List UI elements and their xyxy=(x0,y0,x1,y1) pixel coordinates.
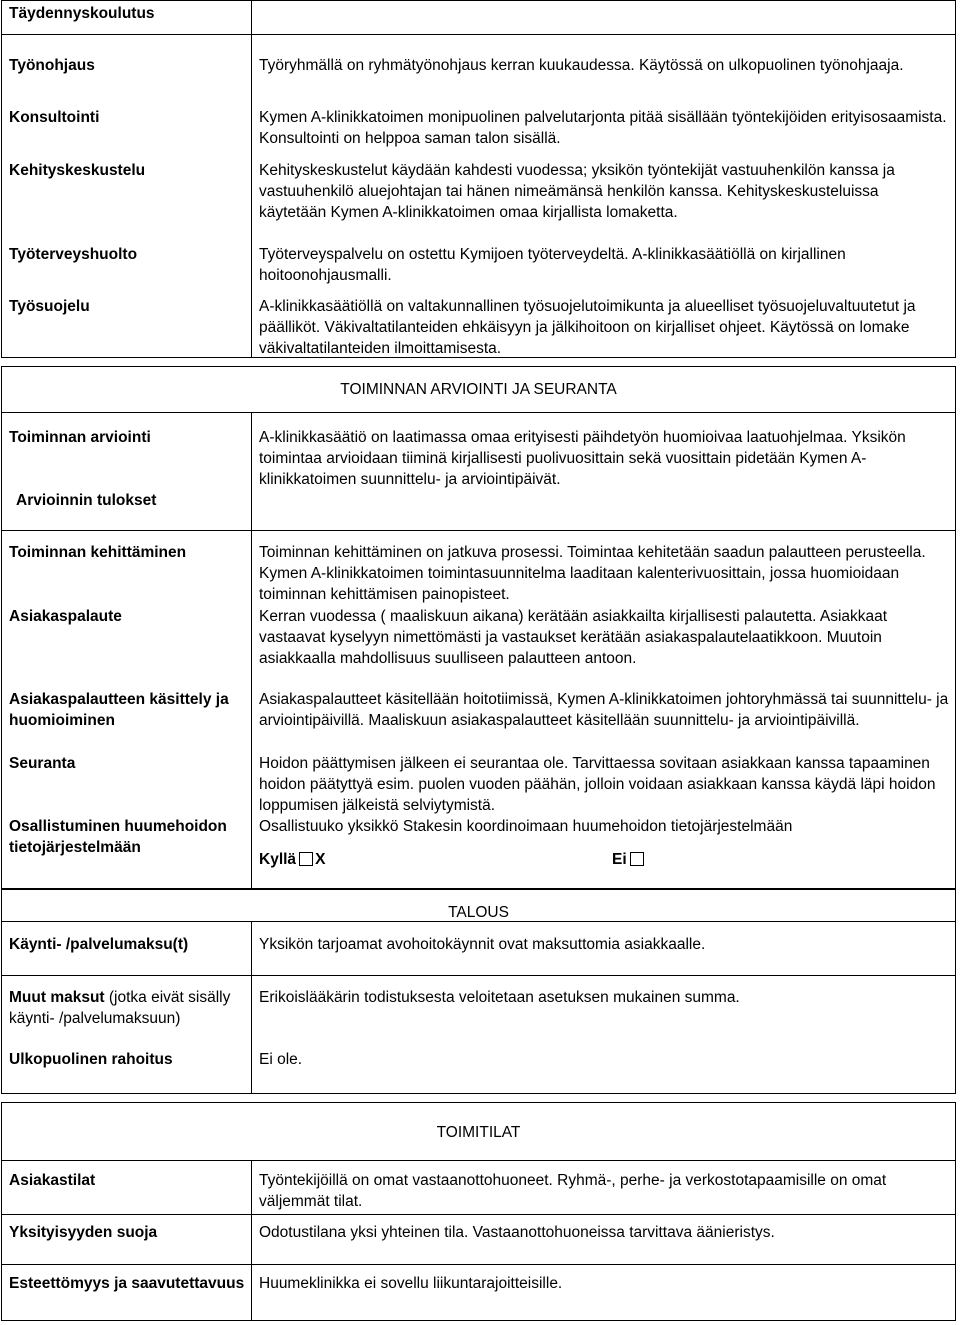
label-muut-maksut-rest: (jotka eivät sisälly käynti- /palvelumaksuun) xyxy=(9,989,231,1027)
value-asiakaspalaute: Kerran vuodessa ( maaliskuun aikana) kerätään asiakkailta kirjallisesti palautetta. Asiakkaat vastaavat kyselyyn nimettömästi ja vastaukset kerätään asiakaspalautelaatikkoon. Muutoin asiakkaalla mahdollisuus suulliseen palautteen antoon. xyxy=(259,608,888,667)
koulutus-section xyxy=(1,0,956,358)
label-tyoterveyshuolto: Työterveyshuolto xyxy=(9,246,138,263)
label-tyonohjaus: Työnohjaus xyxy=(9,57,95,74)
value-kehityskeskustelu: Kehityskeskustelut käydään kahdesti vuodessa; yksikön työntekijät vastuuhenkilön kanssa ja vastuuhenkilö aluejohtajan tai hänen nimeämänsä henkilön kanssa. Kehityskeskusteluissa käytetään Kymen A-klinikkatoimen omaa kirjallista lomaketta. xyxy=(259,162,895,221)
value-yksityisyyden-suoja: Odotustilana yksi yhteinen tila. Vastaanottohuoneissa tarvittava äänieristys. xyxy=(259,1224,775,1241)
label-asiakaspalaute: Asiakaspalaute xyxy=(9,608,122,625)
value-muut-maksut: Erikoislääkärin todistuksesta veloitetaan asetuksen mukainen summa. xyxy=(259,989,740,1006)
label-yksityisyyden-suoja: Yksityisyyden suoja xyxy=(9,1224,158,1241)
kylla-ei-row xyxy=(259,849,949,870)
label-muut-maksut-bold: Muut maksut xyxy=(9,989,105,1006)
label-kayntimaksu: Käynti- /palvelumaksu(t) xyxy=(9,936,189,953)
ei-checkbox[interactable] xyxy=(630,852,644,866)
value-tyonohjaus: Työryhmällä on ryhmätyönohjaus kerran kuukaudessa. Käytössä on ulkopuolinen työnohjaaja. xyxy=(259,57,904,74)
ei-label: Ei xyxy=(612,851,627,868)
value-seuranta: Hoidon päättymisen jälkeen ei seurantaa ole. Tarvittaessa sovitaan asiakkaan kanssa tapaaminen hoidon päätyttyä esim. puolen vuoden päähän, jolloin voidaan asiakkaan kanssa käydä läpi hoidon loppumisen jälkeistä selviytymistä. xyxy=(259,755,936,814)
toimitilat-section xyxy=(1,1102,956,1321)
section-title-toimitilat: TOIMITILAT xyxy=(436,1124,521,1141)
section-title-talous: TALOUS xyxy=(448,904,509,921)
value-asiakastilat: Työntekijöillä on omat vastaanottohuoneet. Ryhmä-, perhe- ja verkostotapaamisille on omat väljemmät tilat. xyxy=(259,1172,887,1210)
value-toiminnan-arviointi: A-klinikkasäätiö on laatimassa omaa erityisesti päihdetyön huomioivaa laatuohjelmaa. Yksikön toimintaa arvioidaan tiiminä kirjallisesti puolivuosittain sekä vuosittain pidetään Kymen A-klinikkatoimen suunnittelu- ja arviointipäivät. xyxy=(259,429,906,488)
label-palautteen-kasittely: Asiakaspalautteen käsittely ja huomioiminen xyxy=(9,691,229,729)
value-osallistuminen: Osallistuuko yksikkö Stakesin koordinoimaan huumehoidon tietojärjestelmään xyxy=(259,818,793,835)
value-palautteen-kasittely: Asiakaspalautteet käsitellään hoitotiimissä, Kymen A-klinikkatoimen johtoryhmässä tai suunnittelu- ja arviointipäivillä. Maaliskuun asiakaspalautteet käsitellään suunnittelu- ja arviointipäivillä. xyxy=(259,691,949,729)
value-ulkopuolinen-rahoitus: Ei ole. xyxy=(259,1051,303,1068)
label-tyosuojelu: Työsuojelu xyxy=(9,298,90,315)
value-esteettomyys: Huumeklinikka ei sovellu liikuntarajoitteisille. xyxy=(259,1275,563,1292)
arviointi-section xyxy=(1,366,956,889)
ei-row xyxy=(612,849,646,870)
value-kayntimaksu: Yksikön tarjoamat avohoitokäynnit ovat maksuttomia asiakkaalle. xyxy=(259,936,706,953)
value-tyosuojelu: A-klinikkasäätiöllä on valtakunnallinen työsuojelutoimikunta ja alueelliset työsuojeluvaltuutetut ja päälliköt. Väkivaltatilanteiden ehkäisyyn ja jälkihoitoon on kirjalliset ohjeet. Käytössä on lomake väkivaltatilanteiden ilmoittamisesta. xyxy=(259,298,916,357)
value-tyoterveyshuolto: Työterveyspalvelu on ostettu Kymijoen työterveydeltä. A-klinikkasäätiöllä on kirjallinen hoitoonohjausmalli. xyxy=(259,246,846,284)
talous-section xyxy=(1,889,956,1094)
kylla-checkbox[interactable] xyxy=(299,852,313,866)
kylla-label: Kyllä xyxy=(259,851,297,868)
kylla-mark: X xyxy=(315,851,326,868)
label-esteettomyys: Esteettömyys ja saavutettavuus xyxy=(9,1275,245,1292)
label-kehityskeskustelu: Kehityskeskustelu xyxy=(9,162,146,179)
label-arvioinnin-tulokset: Arvioinnin tulokset xyxy=(16,492,157,509)
label-muut-maksut xyxy=(9,987,247,1029)
label-toiminnan-arviointi: Toiminnan arviointi xyxy=(9,429,151,446)
label-toiminnan-kehittaminen: Toiminnan kehittäminen xyxy=(9,544,187,561)
section-title-arviointi: TOIMINNAN ARVIOINTI JA SEURANTA xyxy=(340,381,617,398)
label-konsultointi: Konsultointi xyxy=(9,109,100,126)
label-ulkopuolinen-rahoitus: Ulkopuolinen rahoitus xyxy=(9,1051,173,1068)
label-seuranta: Seuranta xyxy=(9,755,76,772)
section-title-taydennyskoulutus: Täydennyskoulutus xyxy=(9,5,155,22)
value-toiminnan-kehittaminen: Toiminnan kehittäminen on jatkuva prosessi. Toimintaa kehitetään saadun palautteen perusteella. Kymen A-klinikkatoimen toimintasuunnitelma laaditaan kalenterivuosittain, jossa huomioidaan toiminnan kehittämisen painopisteet. xyxy=(259,544,926,603)
label-osallistuminen: Osallistuminen huumehoidon tietojärjestelmään xyxy=(9,818,227,856)
value-konsultointi: Kymen A-klinikkatoimen monipuolinen palvelutarjonta pitää sisällään työntekijöiden erityisosaamista. Konsultointi on helppoa saman talon sisällä. xyxy=(259,109,947,147)
label-asiakastilat: Asiakastilat xyxy=(9,1172,96,1189)
